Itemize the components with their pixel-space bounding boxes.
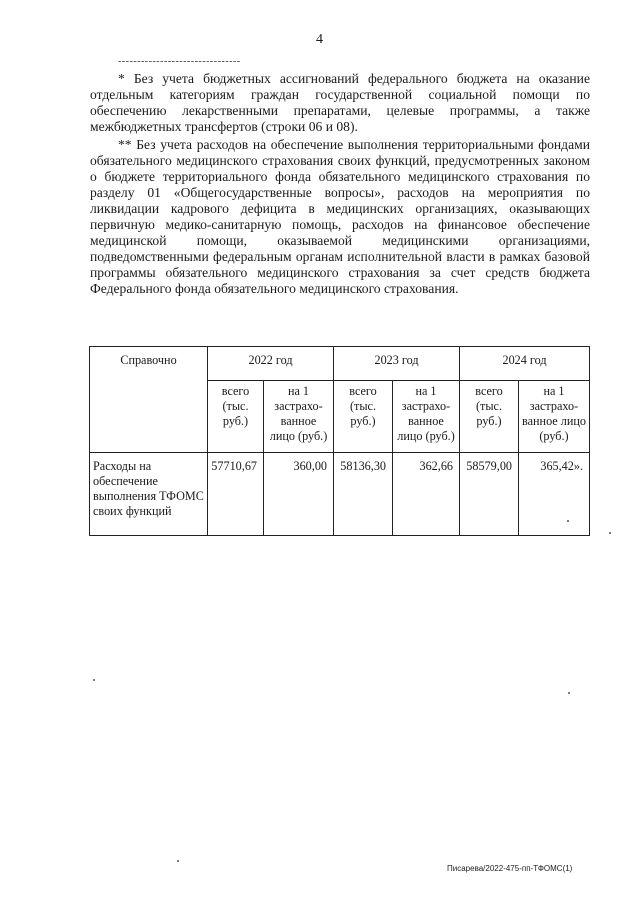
footnote-single-asterisk: * Без учета бюджетных ассигнований федерального бюджета на оказание отдельным категориям граждан государственной социальной помощи по обеспечению лекарственными препаратами, целевые программы, а также межбюджетных трансфертов (строки 06 и 08). bbox=[90, 71, 590, 134]
table-corner-label: Справочно bbox=[90, 347, 208, 453]
subheader-per-person: на 1 застрахо-ванное лицо (руб.) bbox=[519, 381, 590, 453]
subheader-total: всего (тыс. руб.) bbox=[334, 381, 393, 453]
table-cell: 365,42». bbox=[519, 453, 590, 536]
subheader-per-person: на 1 застрахо-ванное лицо (руб.) bbox=[264, 381, 334, 453]
year-header: 2023 год bbox=[334, 347, 460, 381]
table-cell: 57710,67 bbox=[208, 453, 264, 536]
footnote-double-asterisk: ** Без учета расходов на обеспечение выполнения территориальными фондами обязательного медицинского страхования своих функций, предусмотренных законом о бюджете территориального фонда обязательного медицинского страхования по разделу 01 «Общегосударственные вопросы», расходов на мероприятия по ликвидации кадрового дефицита в медицинских организациях, оказывающих первичную медико-санитарную помощь, расходов на финансовое обеспечение медицинской помощи, оказываемой медицинскими организациями, подведомственными федеральным органам исполнительной власти в рамках базовой программы обязательного медицинского страхования за счет средств бюджета Федерального фонда обязательного медицинского страхования. bbox=[90, 137, 590, 296]
table-row bbox=[90, 453, 590, 536]
reference-table bbox=[89, 346, 590, 536]
scan-speck bbox=[93, 679, 95, 681]
table-header-row bbox=[90, 347, 590, 381]
scan-speck bbox=[567, 520, 569, 522]
year-header: 2022 год bbox=[208, 347, 334, 381]
year-header: 2024 год bbox=[460, 347, 590, 381]
scan-speck bbox=[568, 692, 570, 694]
subheader-total: всего (тыс. руб.) bbox=[460, 381, 519, 453]
footer-document-code: Писарева/2022-475-пп-ТФОМС(1) bbox=[447, 864, 573, 873]
page-number: 4 bbox=[316, 32, 323, 47]
table-cell: 58579,00 bbox=[460, 453, 519, 536]
subheader-per-person: на 1 застрахо-ванное лицо (руб.) bbox=[393, 381, 460, 453]
footnote-separator: -------------------------------- bbox=[118, 56, 241, 67]
scan-speck bbox=[609, 532, 611, 534]
scan-speck bbox=[177, 860, 179, 862]
table-cell: 362,66 bbox=[393, 453, 460, 536]
row-label: Расходы на обеспечение выполнения ТФОМС своих функций bbox=[90, 453, 208, 536]
table-cell: 360,00 bbox=[264, 453, 334, 536]
subheader-total: всего (тыс. руб.) bbox=[208, 381, 264, 453]
table-cell: 58136,30 bbox=[334, 453, 393, 536]
